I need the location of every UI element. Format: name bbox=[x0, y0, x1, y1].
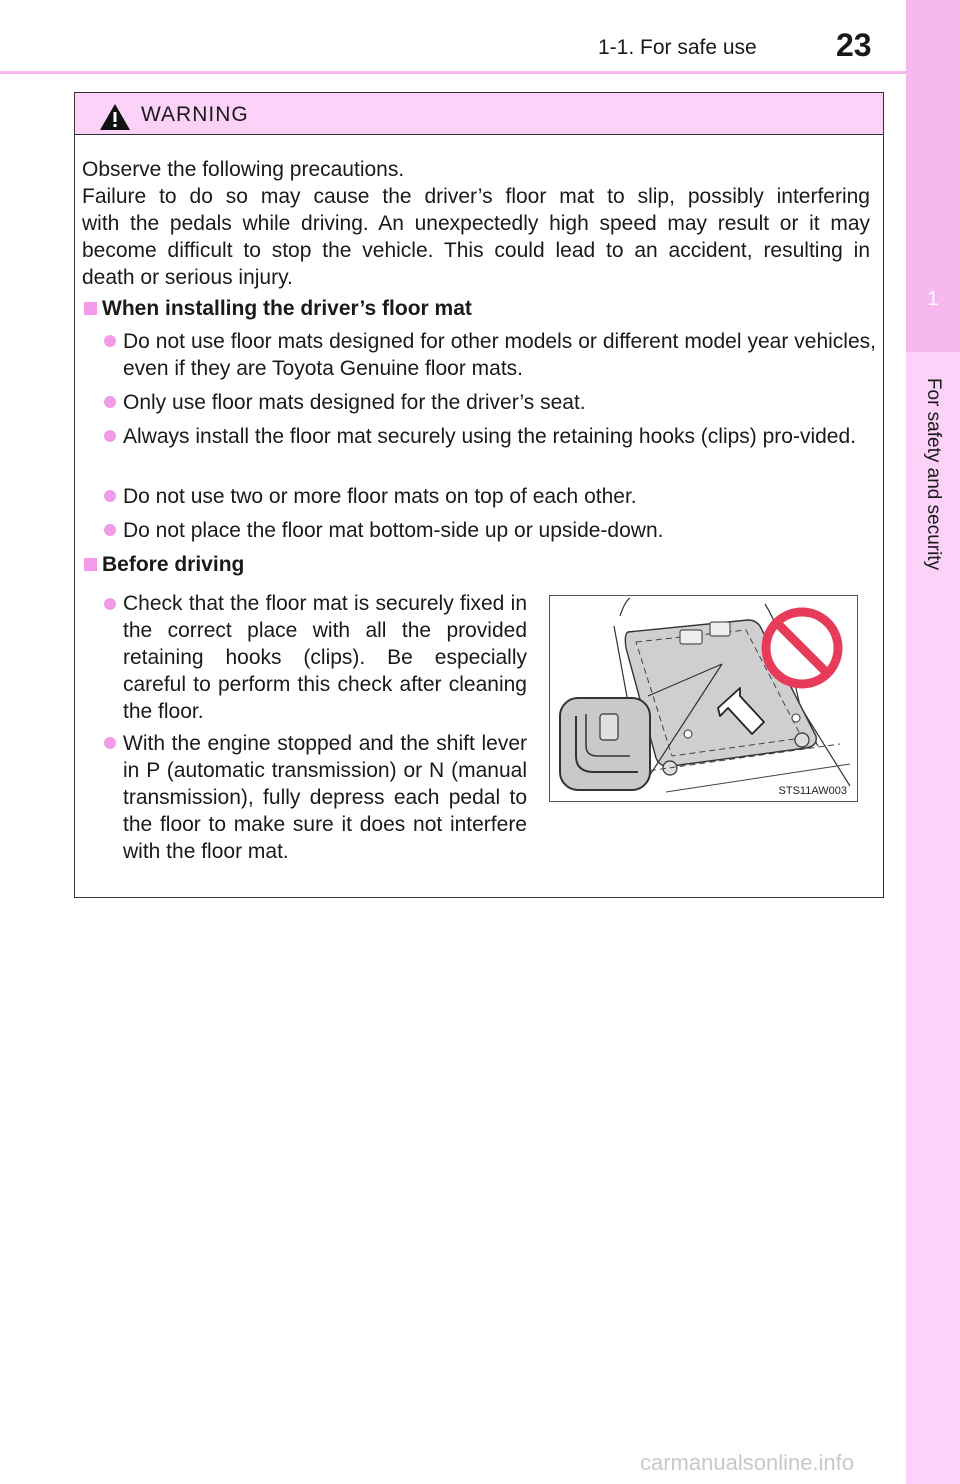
list-item: Do not use floor mats designed for other models or different model year vehicles, even if they are Toyota Genuine floor mats. bbox=[123, 330, 876, 380]
page-number: 23 bbox=[836, 27, 872, 63]
list-item: Only use floor mats designed for the driver’s seat. bbox=[123, 391, 586, 414]
list-item: Check that the floor mat is securely fixed in the correct place with all the provided retaining hooks (clips). Be especially careful to perform this check after cleaning the floor. bbox=[123, 592, 527, 723]
heading-square-icon bbox=[84, 302, 97, 315]
list-item: Do not place the floor mat bottom-side up or upside-down. bbox=[123, 519, 664, 542]
bullet-icon bbox=[104, 737, 116, 749]
intro-line: death or serious injury. bbox=[82, 266, 293, 289]
intro-line: with the pedals while driving. An unexpectedly high speed may result or it may bbox=[82, 212, 870, 235]
bullet-icon bbox=[104, 490, 116, 502]
heading-square-icon bbox=[84, 558, 97, 571]
before-driving-heading: Before driving bbox=[102, 553, 245, 576]
watermark: carmanualsonline.info bbox=[640, 1450, 855, 1475]
floor-mat-drawing bbox=[550, 596, 858, 802]
prohibition-icon bbox=[766, 612, 838, 684]
warning-label: WARNING bbox=[141, 103, 249, 126]
header-rule bbox=[0, 71, 906, 74]
list-item: Always install the floor mat securely using the retaining hooks (clips) pro-vided. bbox=[123, 425, 857, 448]
list-item: Do not use two or more floor mats on top of each other. bbox=[123, 485, 637, 508]
intro-line: Failure to do so may cause the driver’s floor mat to slip, possibly interfering bbox=[82, 185, 870, 208]
bullet-icon bbox=[104, 598, 116, 610]
chapter-title: For safety and security bbox=[923, 377, 944, 571]
bullet-icon bbox=[104, 430, 116, 442]
bullet-icon bbox=[104, 335, 116, 347]
floor-mat-illustration bbox=[549, 595, 858, 802]
bullet-icon bbox=[104, 524, 116, 536]
intro-line: become difficult to stop the vehicle. This could lead to an accident, resulting in bbox=[82, 239, 870, 262]
warning-header bbox=[75, 93, 883, 135]
installing-heading: When installing the driver’s floor mat bbox=[102, 297, 472, 320]
figure-code: STS11AW003 bbox=[778, 785, 847, 797]
chapter-number: 1 bbox=[927, 288, 939, 310]
bullet-icon bbox=[104, 396, 116, 408]
list-item: With the engine stopped and the shift lever in P (automatic transmission) or N (manual transmission), fully depress each pedal to the floor to make sure it does not interfere with the floor mat. bbox=[123, 732, 527, 863]
intro-line: Observe the following precautions. bbox=[82, 158, 405, 181]
section-title: 1-1. For safe use bbox=[598, 36, 757, 59]
warning-triangle-icon bbox=[99, 103, 131, 131]
